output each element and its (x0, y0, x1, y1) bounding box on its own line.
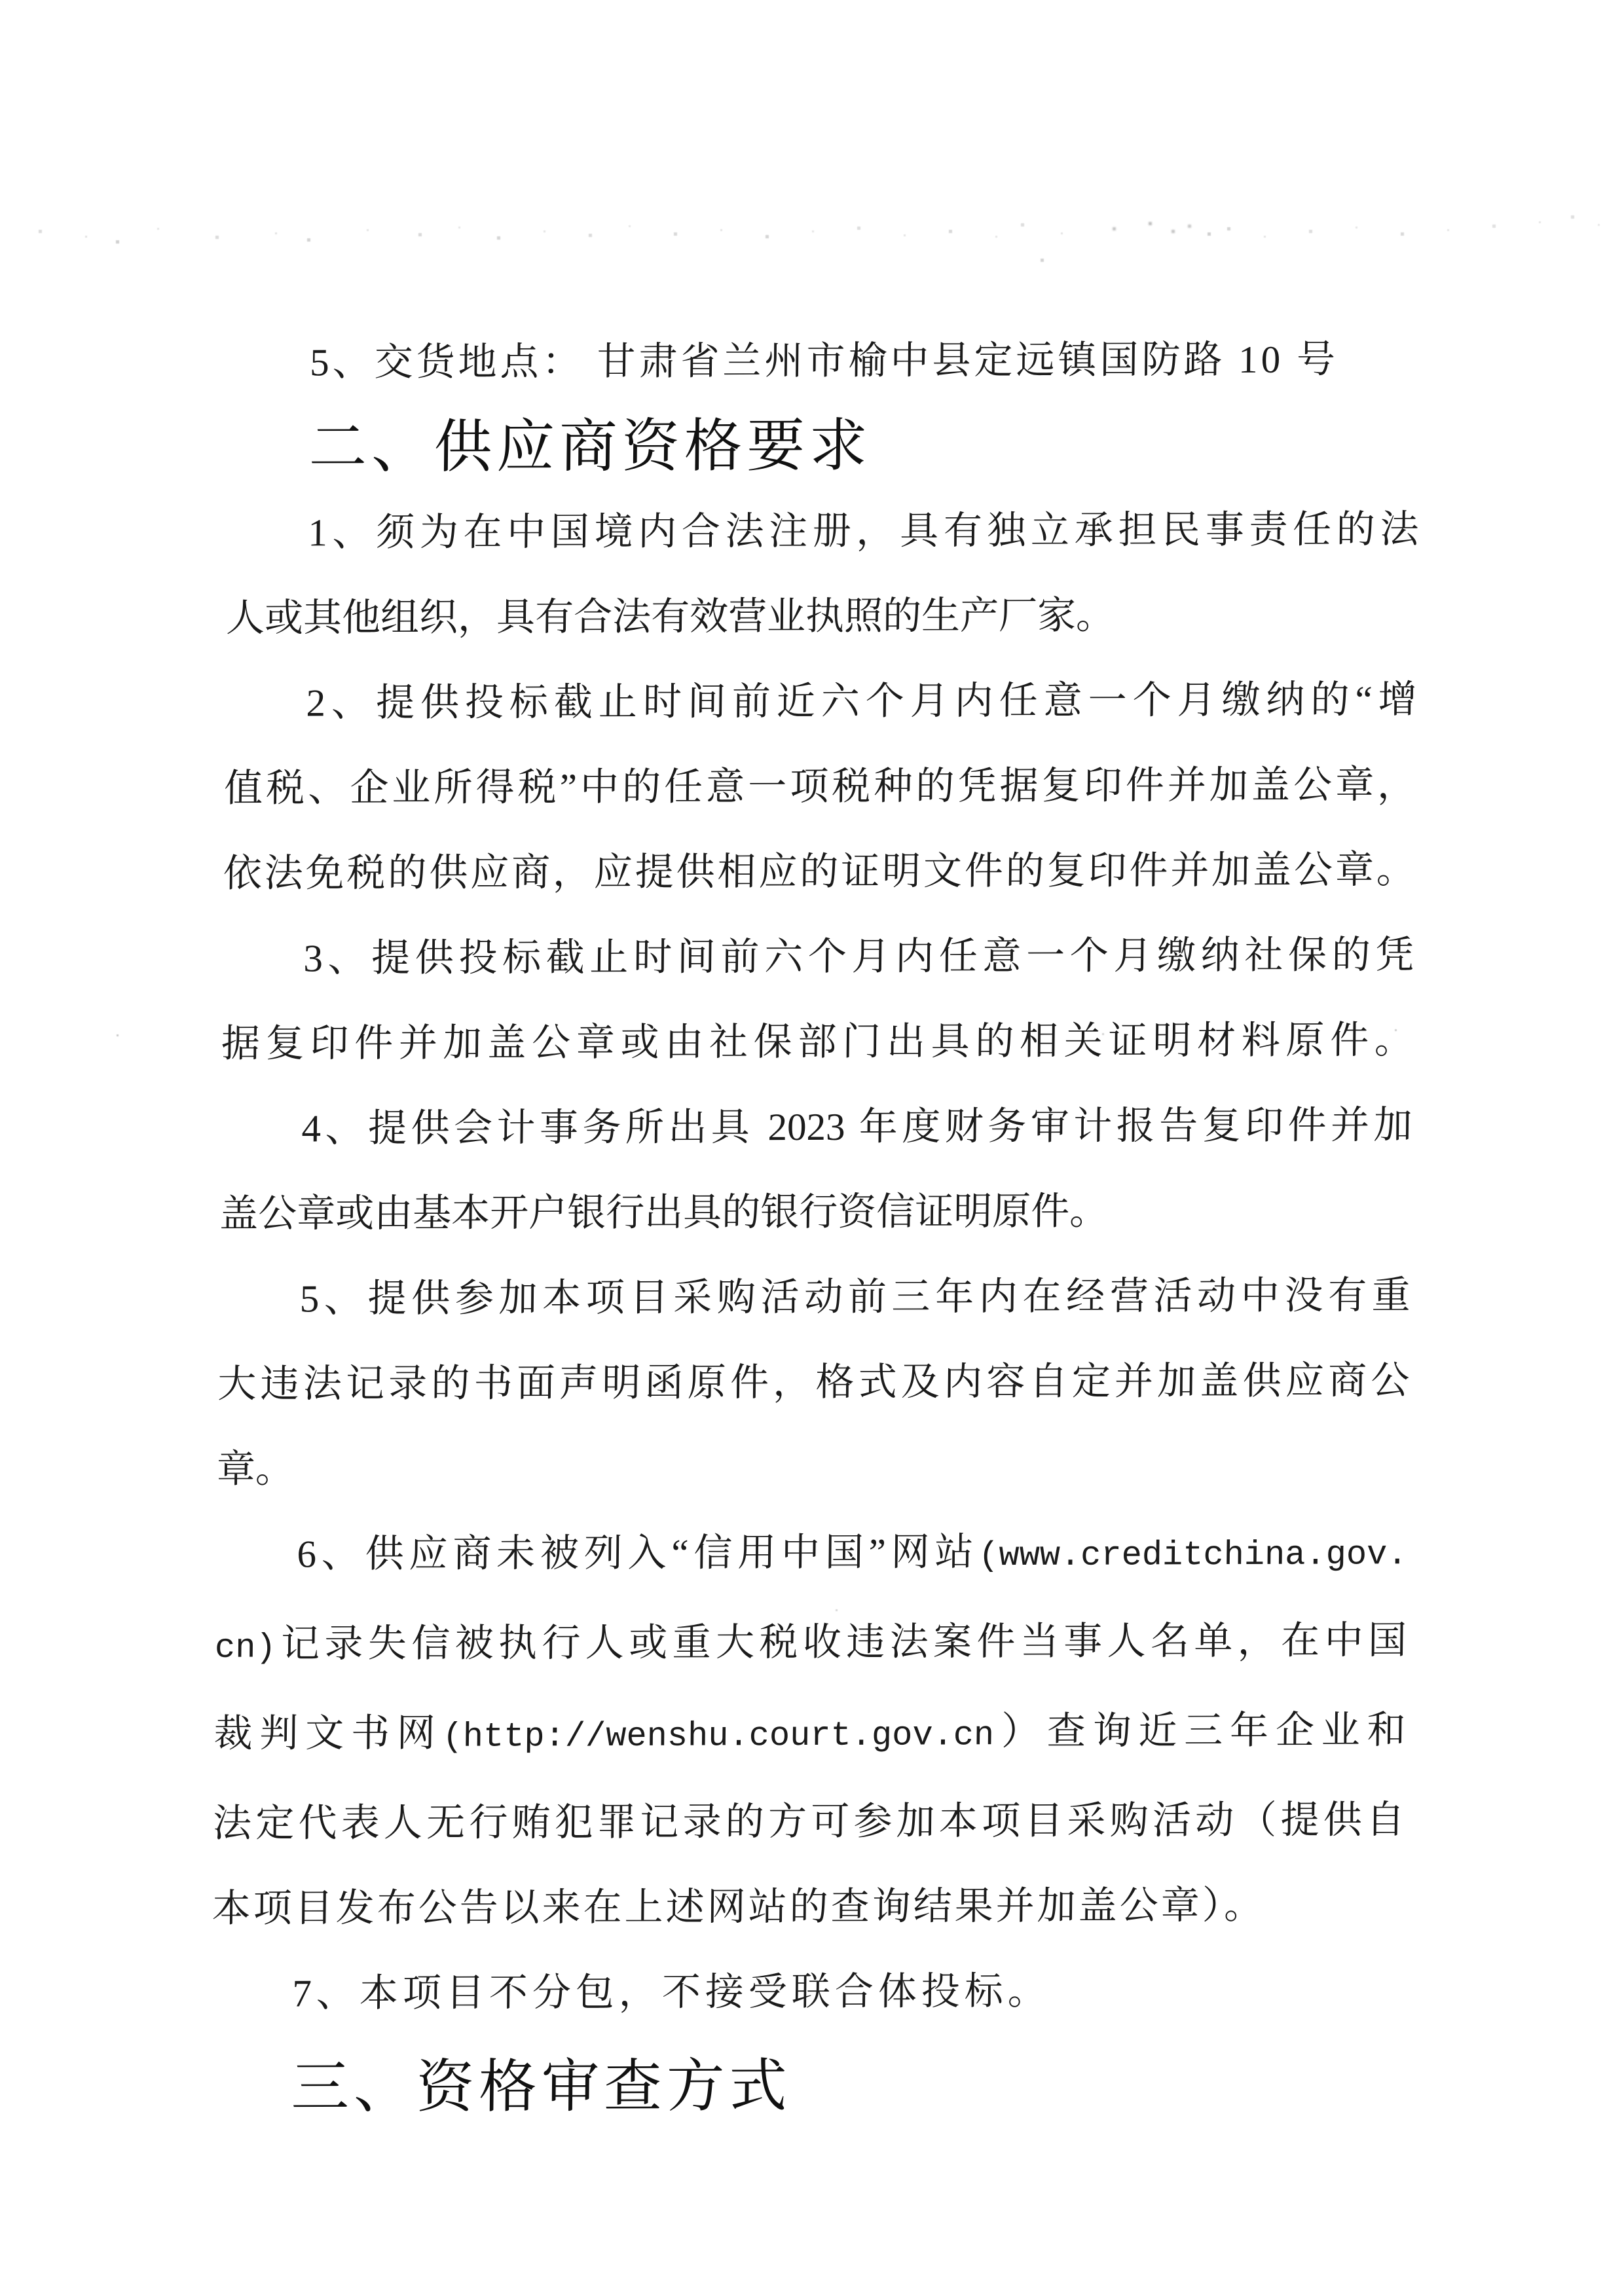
item5-line2: 大违法记录的书面声明函原件，格式及内容自定并加盖供应商公 (217, 1358, 1410, 1406)
scan-noise-artifacts (0, 0, 2, 2)
item6-line1 (215, 1508, 1408, 1601)
item4-line2: 盖公章或由基本开户银行出具的银行资信证明原件。 (219, 1189, 1109, 1235)
item6-line1-chinese: 6、供应商未被列入“信用中国”网站 (297, 1530, 979, 1576)
item3-line1: 3、提供投标截止时间前六个月内任意一个月缴纳社保的凭 (303, 933, 1414, 980)
item3-line2: 据复印件并加盖公章或由社保部门出具的相关证明材料原件。 (221, 1018, 1414, 1065)
item6-line5: 本项目发布公告以来在上述网站的查询结果并加盖公章）。 (212, 1883, 1266, 1930)
item6-line2-url: cn) (214, 1628, 276, 1667)
delivery-location-line: 5、交货地点： 甘肃省兰州市榆中县定远镇国防路 10 号 (309, 337, 1339, 384)
item5-line3: 章。 (216, 1447, 295, 1491)
item2-line2: 值税、企业所得税”中的任意一项税种的凭据复印件并加盖公章， (223, 763, 1416, 810)
item6-line3-url: (http://wenshu.court.gov.cn (442, 1716, 995, 1757)
item2-line3: 依法免税的供应商，应提供相应的证明文件的复印件并加盖公章。 (223, 848, 1416, 895)
section-heading-supplier-requirements: 二、供应商资格要求 (308, 412, 872, 480)
item5-line1: 5、提供参加本项目采购活动前三年内在经营活动中没有重 (299, 1273, 1411, 1321)
item4-line1: 4、提供会计事务所出具 2023 年度财务审计报告复印件并加 (301, 1103, 1412, 1150)
item6-line1-url: (www.creditchina.gov. (978, 1535, 1408, 1576)
item1-line1: 1、须为在中国境内合法注册，具有独立承担民事责任的法 (308, 507, 1419, 555)
document-body (210, 316, 1421, 2130)
item6-line3-chinese-prefix: 裁判文书网 (213, 1711, 443, 1755)
item6-line2 (214, 1597, 1407, 1691)
item2-line1: 2、提供投标截止时间前近六个月内任意一个月缴纳的“增 (306, 678, 1417, 725)
item6-line4: 法定代表人无行贿犯罪记录的方可参加本项目采购活动（提供自 (212, 1798, 1405, 1845)
item6-line3 (213, 1687, 1406, 1781)
item6-line2-chinese: 记录失信被执行人或重大税收违法案件当事人名单，在中国 (276, 1618, 1407, 1666)
section-heading-qualification-review: 三、资格审查方式 (291, 2053, 792, 2120)
item1-line2: 人或其他组织，具有合法有效营业执照的生产厂家。 (225, 593, 1115, 640)
item6-line3-chinese-suffix: ）查询近三年企业和 (993, 1708, 1406, 1753)
item7-line: 7、本项目不分包，不接受联合体投标。 (291, 1969, 1052, 2015)
